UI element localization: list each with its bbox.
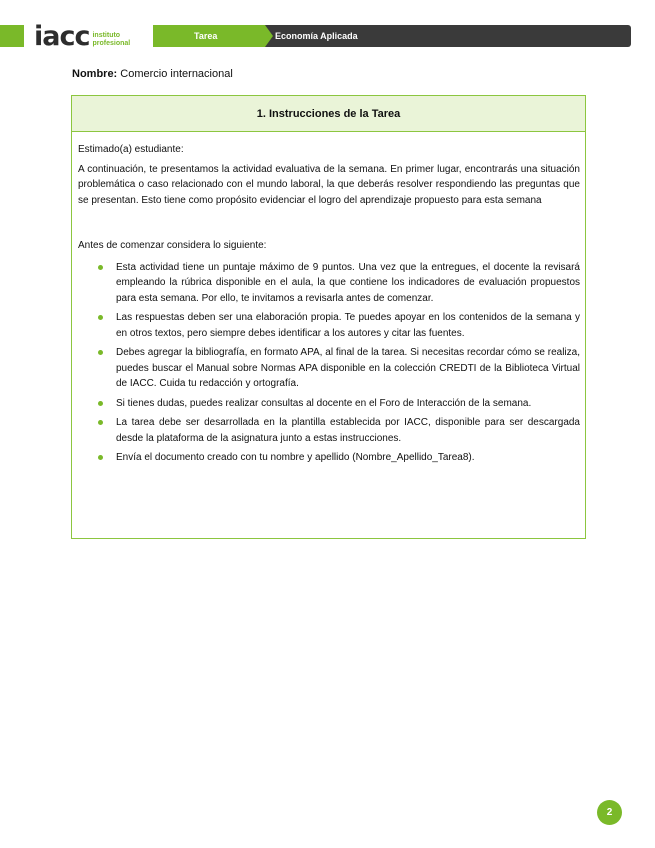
- instructions-box: [71, 95, 586, 539]
- name-value: Comercio internacional: [120, 68, 233, 80]
- bullet-icon: [98, 265, 103, 270]
- list-item: [78, 450, 580, 466]
- list-item: [78, 415, 580, 446]
- bullet-icon: [98, 455, 103, 460]
- list-item: [78, 345, 580, 392]
- bullet-icon: [98, 315, 103, 320]
- list-item-text: La tarea debe ser desarrollada en la plantilla establecida por IACC, disponible para ser descargada desde la plataforma de la asignatura junto a estas instrucciones.: [116, 417, 580, 444]
- list-item-text: Envía el documento creado con tu nombre y apellido (Nombre_Apellido_Tarea8).: [116, 452, 475, 463]
- before-start-heading: Antes de comenzar considera lo siguiente:: [78, 240, 267, 251]
- spacer: [78, 212, 580, 238]
- list-item: [78, 260, 580, 307]
- bullet-icon: [98, 401, 103, 406]
- logo-subtitle-line1: instituto: [92, 32, 121, 39]
- name-line: [72, 67, 233, 81]
- list-item-text: Si tienes dudas, puedes realizar consultas al docente en el Foro de Interacción de la semana.: [116, 397, 532, 409]
- header-bar: [153, 25, 631, 47]
- iacc-logo: [34, 22, 130, 50]
- name-label: Nombre:: [72, 68, 118, 80]
- list-item-text: Esta actividad tiene un puntaje máximo de 9 puntos. Una vez que la entregues, el docente la revisará empleando la rúbrica disponible en el aula, la que contiene los indicadores de evaluación propuestos para esta semana. Por ello, te invitamos a revisarla antes de comenzar.: [116, 261, 580, 304]
- list-item-text: Las respuestas deben ser una elaboración propia. Te puedes apoyar en los contenidos de la semana y en otros textos, pero siempre debes identificar a los autores y citar las fuentes.: [116, 312, 580, 339]
- logo-subtitle-line2: profesional: [92, 40, 131, 47]
- instructions-title: 1. Instrucciones de la Tarea: [72, 96, 585, 132]
- instructions-body: [72, 132, 585, 466]
- header-tab-label: Tarea: [194, 31, 218, 41]
- header-tab: [153, 25, 265, 47]
- logo-subtitle: [92, 32, 130, 48]
- list-item: [78, 396, 580, 412]
- header-accent-block: [0, 25, 24, 47]
- intro-paragraph: A continuación, te presentamos la actividad evaluativa de la semana. En primer lugar, encontrarás una situación problemática o caso relacionado con el mundo laboral, la que deberás resolver respondiendo las preguntas que se presentan. Esto tiene como propósito evidenciar el logro del aprendizaje propuesto para esta semana: [78, 163, 580, 206]
- page-number-badge: 2: [597, 800, 622, 825]
- instructions-list: [78, 260, 580, 466]
- bullet-icon: [98, 350, 103, 355]
- list-item-text: Debes agregar la bibliografía, en formato APA, al final de la tarea. Si necesitas recordar cómo se realiza, puedes buscar el Manual sobre Normas APA disponible en la colección CREDTI de la Biblioteca Virtual de IACC. Cuida tu redacción y ortografía.: [116, 347, 580, 389]
- list-item: [78, 310, 580, 341]
- course-title: Economía Aplicada: [275, 31, 358, 41]
- logo-wordmark: iacc: [34, 21, 90, 52]
- greeting: Estimado(a) estudiante:: [78, 144, 184, 155]
- bullet-icon: [98, 420, 103, 425]
